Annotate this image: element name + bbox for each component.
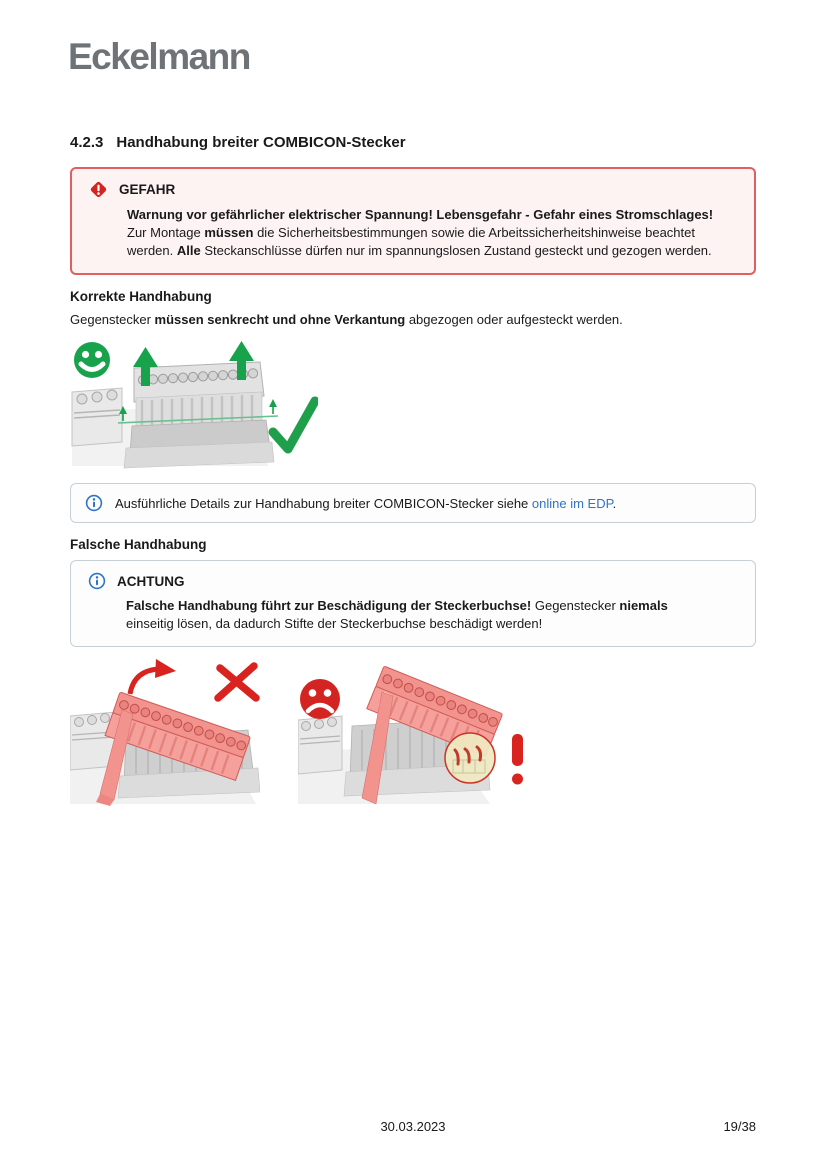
info-circle-icon — [85, 494, 103, 512]
caution-text: einseitig lösen, da dadurch Stifte der Steckerbuchse beschädigt werden! — [126, 615, 543, 631]
caution-box-body — [126, 597, 706, 633]
correct-handling-illustration — [70, 338, 756, 470]
wrong-handling-illustration-b — [298, 658, 526, 806]
footer-date: 30.03.2023 — [380, 1119, 446, 1134]
correct-handling-paragraph — [70, 311, 756, 329]
danger-text-bold: Alle — [176, 242, 201, 258]
info-box — [70, 483, 756, 523]
correct-text: abgezogen oder aufgesteckt werden. — [405, 311, 623, 327]
danger-box-body — [127, 206, 727, 260]
check-mark-icon — [273, 401, 315, 449]
danger-box-header — [89, 180, 740, 199]
info-text-segment: . — [612, 495, 617, 511]
happy-face-icon — [74, 342, 110, 378]
danger-diamond-icon — [89, 180, 108, 199]
footer-page-number: 19/38 — [723, 1119, 756, 1134]
wrong-handling-illustrations — [70, 658, 756, 806]
section-title: Handhabung breiter COMBICON-Stecker — [116, 134, 406, 151]
caution-box — [70, 560, 756, 647]
danger-text: Zur Montage — [127, 224, 205, 240]
section-number: 4.2.3 — [70, 134, 104, 151]
section-heading — [70, 134, 756, 151]
correct-text: Gegenstecker — [70, 311, 155, 327]
info-circle-icon — [88, 572, 106, 590]
danger-box-title: GEFAHR — [119, 182, 176, 197]
correct-text-bold: müssen senkrecht und ohne Verkantung — [154, 311, 406, 327]
caution-text: Gegenstecker — [531, 598, 620, 613]
small-connector-graphic — [72, 388, 122, 446]
x-mark-icon — [218, 666, 256, 698]
info-text-segment: Ausführliche Details zur Handhabung breiter COMBICON-Stecker siehe — [115, 495, 532, 511]
danger-text-bold: müssen — [204, 224, 254, 240]
sad-face-icon — [300, 679, 340, 719]
caution-text-bold: niemals — [619, 598, 668, 613]
eckelmann-logo: Eckelmann — [68, 36, 250, 77]
page-content — [70, 134, 756, 806]
caution-box-title: ACHTUNG — [117, 573, 185, 589]
danger-warning-bold: Warnung vor gefährlicher elektrischer Spannung! Lebensgefahr - Gefahr eines Stromschlages! — [127, 207, 714, 222]
info-box-text — [115, 496, 616, 511]
wrong-handling-illustration-a — [70, 658, 260, 806]
curved-arrow-icon — [130, 659, 176, 694]
exclamation-icon — [512, 734, 523, 785]
edp-link[interactable]: online im EDP — [531, 495, 613, 511]
danger-text: Steckanschlüsse dürfen nur im spannungslosen Zustand gesteckt und gezogen werden. — [200, 242, 712, 258]
danger-box — [70, 167, 756, 275]
caution-text-bold: Falsche Handhabung führt zur Beschädigung der Steckerbuchse! — [126, 598, 532, 613]
danger-text: die Sicherheitsbestimmungen sowie die Arbeitssicherheitshinweise beachtet werden. — [127, 224, 695, 258]
wrong-handling-heading: Falsche Handhabung — [70, 537, 207, 552]
correct-handling-heading: Korrekte Handhabung — [70, 288, 212, 304]
magnifier-circle-graphic — [445, 733, 495, 783]
small-connector-graphic — [298, 716, 342, 774]
caution-box-header — [88, 572, 741, 590]
